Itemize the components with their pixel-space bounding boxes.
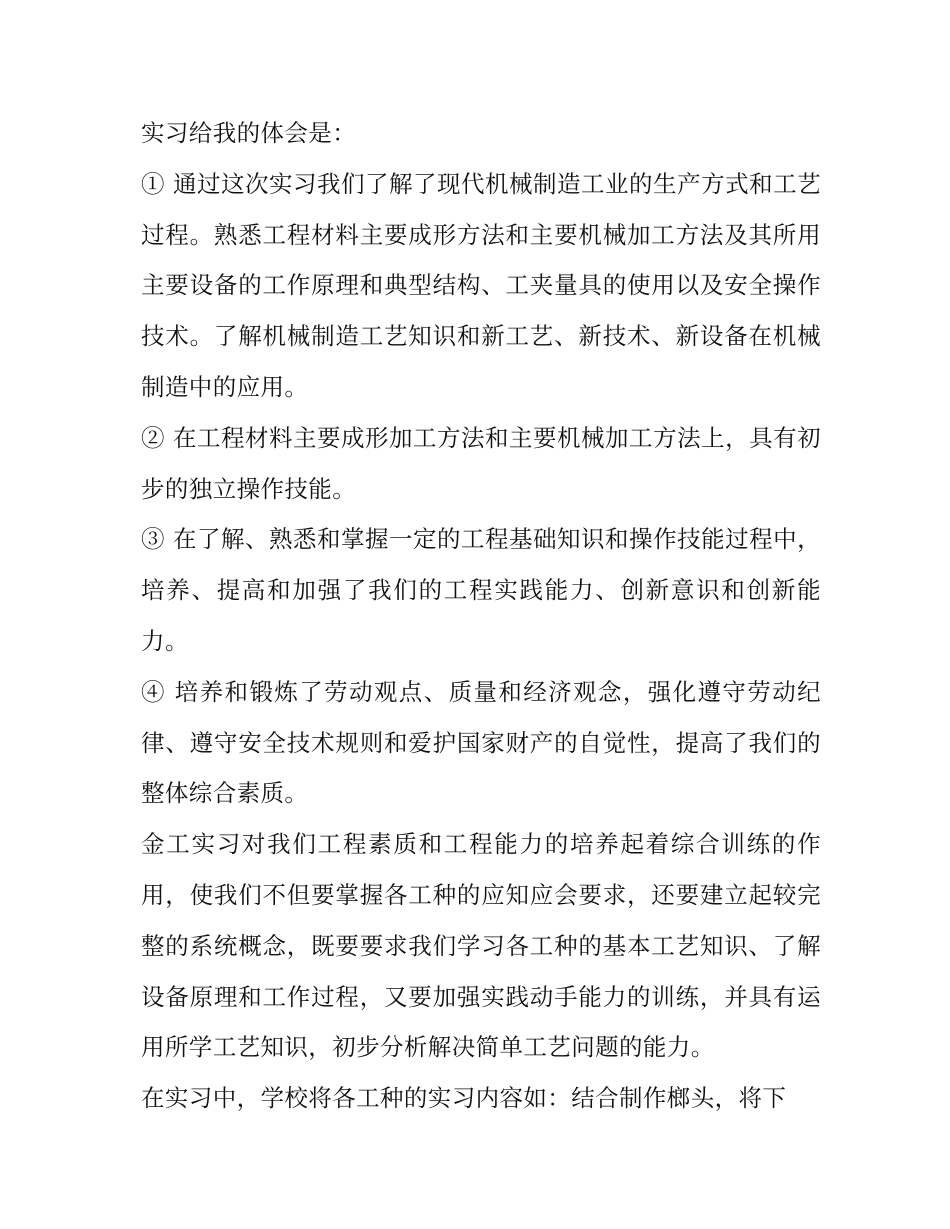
paragraph-intro: 实习给我的体会是： [141, 119, 357, 147]
paragraph-point-4: ④ 培养和锻炼了劳动观点、质量和经济观念，强化遵守劳动纪律、遵守安全技术规则和爱护国家财产的自觉性，提高了我们的整体综合素质。 [141, 677, 821, 808]
paragraph-point-2: ② 在工程材料主要成形加工方法和主要机械加工方法上，具有初步的独立操作技能。 [141, 423, 821, 503]
paragraph-point-3: ③ 在了解、熟悉和掌握一定的工程基础知识和操作技能过程中，培养、提高和加强了我们的工程实践能力、创新意识和创新能力。 [141, 525, 821, 655]
paragraph-point-1: ① 通过这次实习我们了解了现代机械制造工业的生产方式和工艺过程。熟悉工程材料主要成形方法和主要机械加工方法及其所用主要设备的工作原理和典型结构、工夹量具的使用以及安全操作技术。了解机械制造工艺知识和新工艺、新技术、新设备在机械制造中的应用。 [141, 169, 821, 401]
paragraph-summary: 金工实习对我们工程素质和工程能力的培养起着综合训练的作用，使我们不但要掌握各工种的应知应会要求，还要建立起较完整的系统概念，既要要求我们学习各工种的基本工艺知识、了解设备原理和工作过程，又要加强实践动手能力的训练，并具有运用所学工艺知识，初步分析解决简单工艺问题的能力。 [141, 830, 821, 1062]
document-body [141, 108, 821, 1124]
paragraph-continued: 在实习中，学校将各工种的实习内容如：结合制作榔头，将下 [141, 1084, 787, 1113]
